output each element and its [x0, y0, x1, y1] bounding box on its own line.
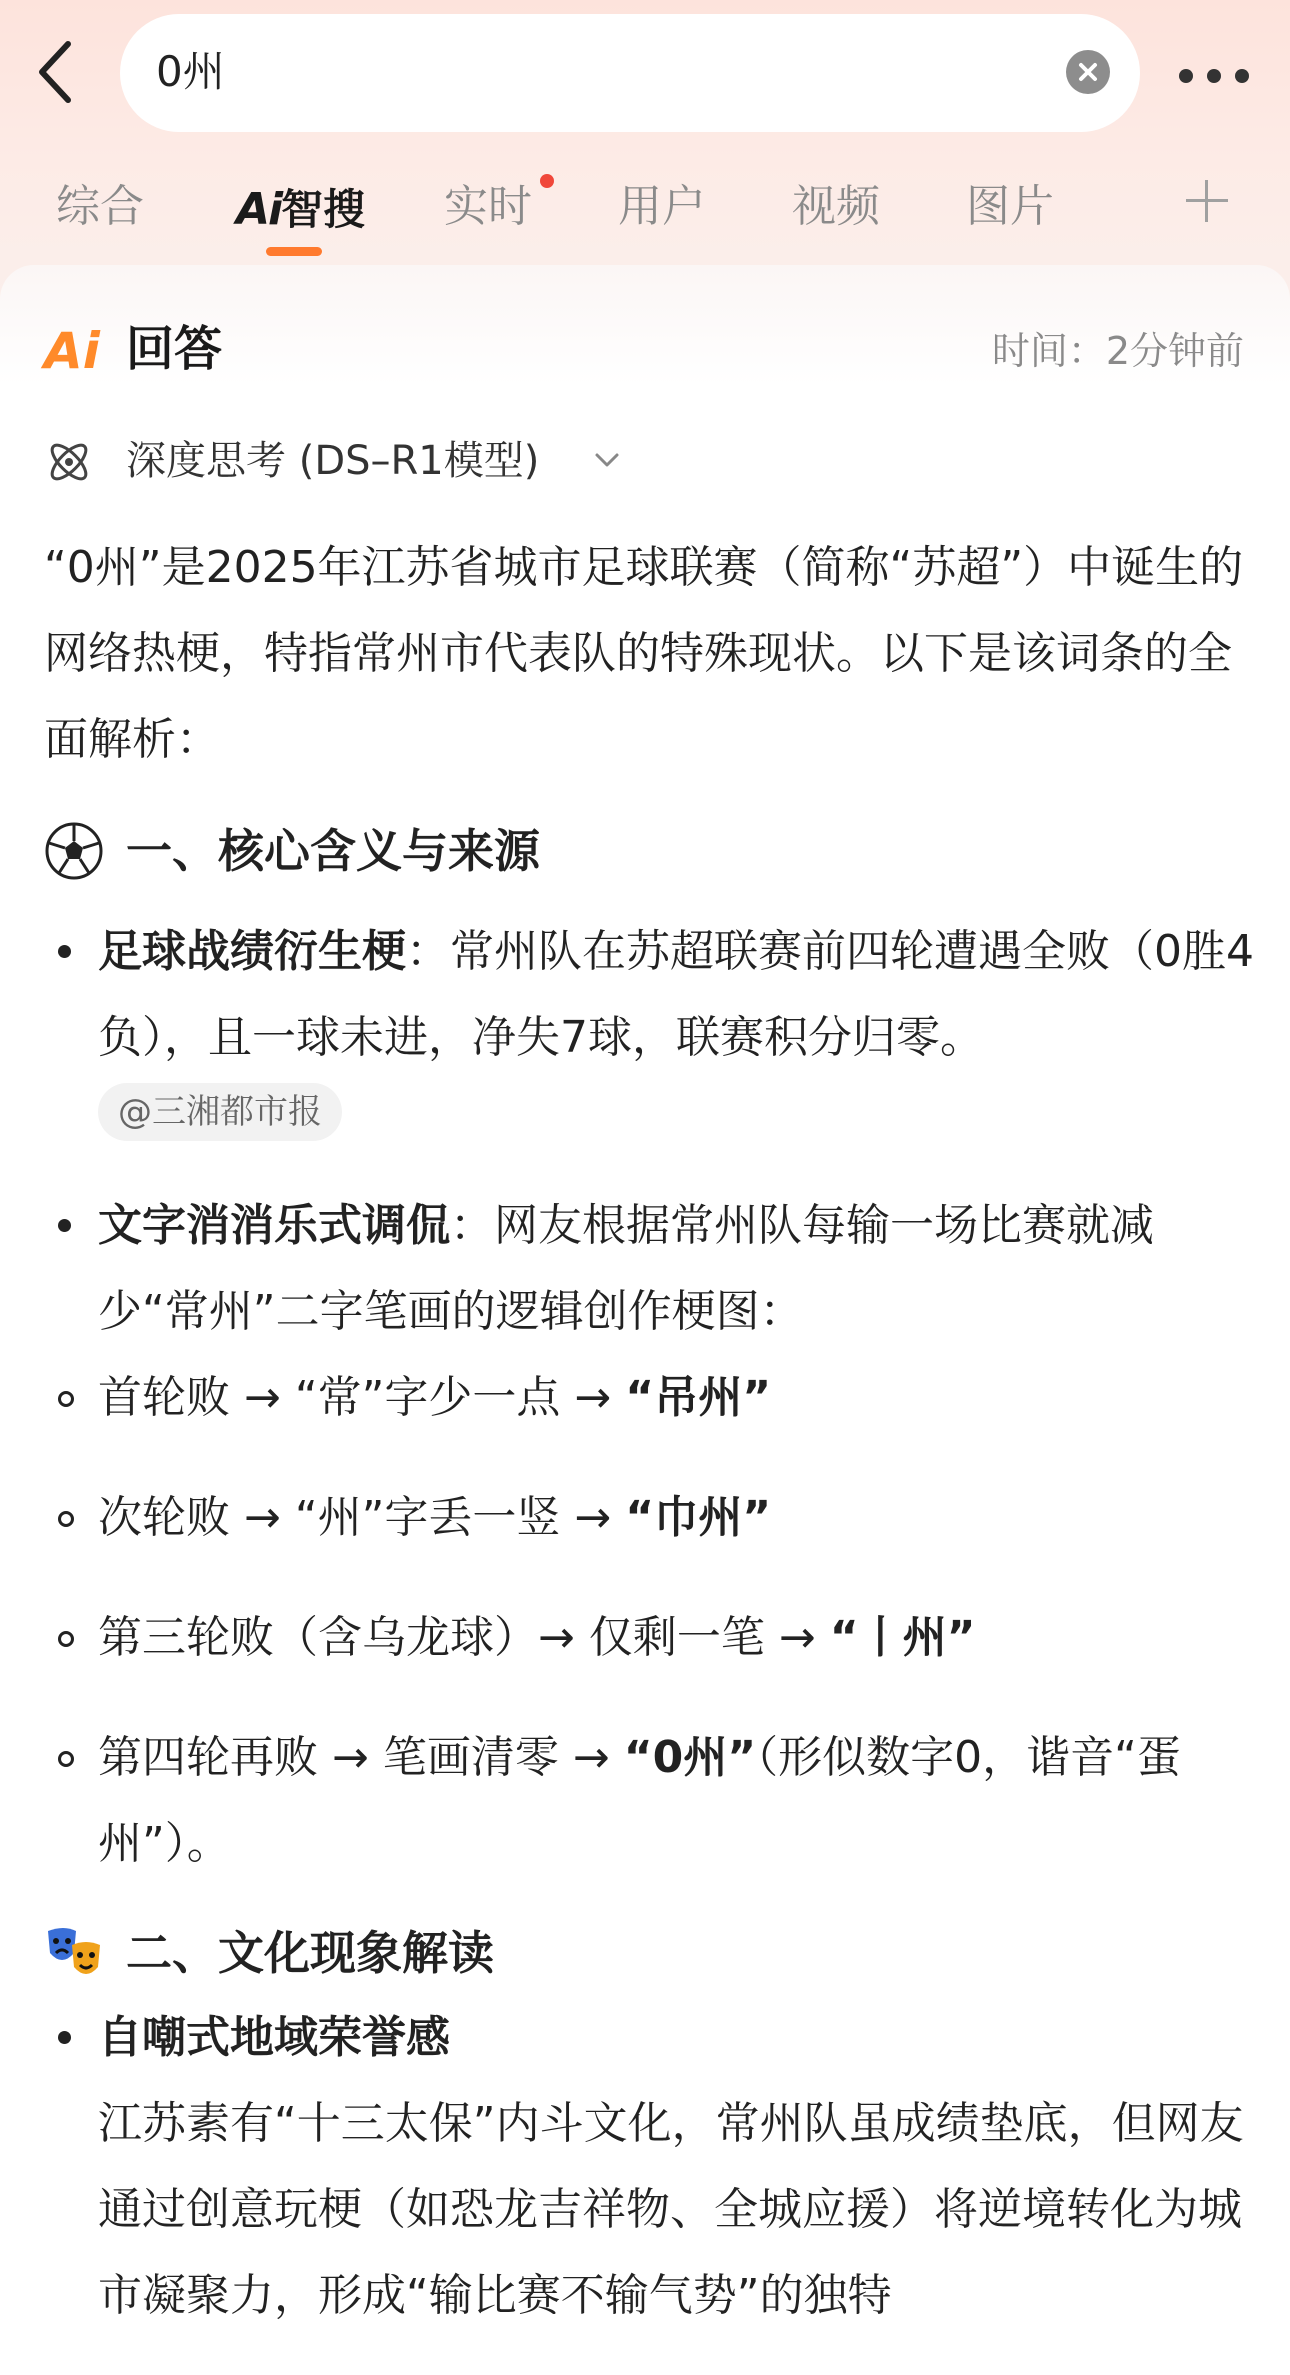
list-item — [44, 1995, 1254, 2339]
sub-item-text: 第四轮再败 → 笔画清零 → — [98, 1732, 624, 1783]
tab-ai-search[interactable] — [236, 177, 365, 237]
bullet-dot — [58, 2031, 71, 2044]
sub-item-tail: （形似数字0，谐音“蛋州”）。 — [98, 1732, 1181, 1869]
sub-item-bold: “0州” — [623, 1732, 757, 1783]
search-input[interactable] — [120, 14, 1140, 132]
tab-realtime[interactable]: 实时 — [444, 181, 532, 232]
answer-time: 时间：2分钟前 — [991, 329, 1244, 373]
plus-icon[interactable] — [1186, 180, 1228, 222]
section-heading-1 — [44, 819, 1254, 883]
section-heading-2-text: 二、文化现象解读 — [126, 1926, 494, 1980]
answer-title: 回答 — [126, 321, 223, 377]
bullet-dot — [58, 1219, 71, 1232]
source-chip[interactable]: @三湘都市报 — [98, 1083, 342, 1141]
bullet-ring — [58, 1511, 74, 1527]
sub-list-item — [44, 1475, 1254, 1561]
back-icon[interactable] — [28, 36, 88, 108]
answer-content — [44, 525, 1254, 2339]
bullet-bold: 文字消消乐式调侃 — [98, 1200, 450, 1251]
bullet-text: ：网友根据常州队每输一场比赛就减少“常州”二字笔画的逻辑创作梗图： — [98, 1200, 1154, 1337]
sub-item-bold: “吊州” — [625, 1372, 772, 1423]
soccer-ball-icon — [44, 821, 104, 881]
bullet-text: 江苏素有“十三太保”内斗文化，常州队虽成绩垫底，但网友通过创意玩梗（如恐龙吉祥物、全城应援）将逆境转化为城市凝聚力，形成“输比赛不输气势”的独特 — [98, 2098, 1244, 2321]
search-query[interactable]: 0州 — [156, 47, 225, 96]
atom-icon — [44, 437, 94, 487]
theater-masks-icon — [44, 1923, 104, 1983]
sub-item-text: 首轮败 → “常”字少一点 → — [98, 1372, 626, 1423]
tab-users[interactable]: 用户 — [618, 181, 706, 232]
tab-ai-search-label: 智搜 — [281, 185, 366, 234]
ai-mark: Ai — [236, 184, 282, 235]
intro-paragraph: “0州”是2025年江苏省城市足球联赛（简称“苏超”）中诞生的网络热梗，特指常州市代表队的特殊现状。以下是该词条的全面解析： — [44, 542, 1244, 765]
tab-images[interactable]: 图片 — [966, 181, 1054, 232]
section-heading-2 — [44, 1921, 1254, 1985]
more-icon[interactable] — [1175, 55, 1255, 95]
bullet-ring — [58, 1631, 74, 1647]
sub-list-item — [44, 1355, 1254, 1441]
bullet-ring — [58, 1391, 74, 1407]
realtime-notification-dot — [540, 174, 554, 188]
sub-list-item — [44, 1715, 1254, 1887]
answer-header — [44, 315, 1244, 385]
sub-item-text: 次轮败 → “州”字丢一竖 → — [98, 1492, 626, 1543]
tab-video[interactable]: 视频 — [792, 181, 880, 232]
tab-bar — [0, 165, 1290, 265]
sub-list-item — [44, 1595, 1254, 1681]
ai-logo-icon: Ai — [44, 322, 100, 380]
deep-think-toggle[interactable] — [44, 427, 944, 497]
list-item — [44, 1183, 1254, 1355]
sub-item-bold: “丨州” — [829, 1612, 976, 1663]
sub-item-text: 第三轮败（含乌龙球）→ 仅剩一笔 → — [98, 1612, 830, 1663]
bullet-dot — [58, 945, 71, 958]
answer-card — [0, 265, 1290, 2375]
bullet-text: ：常州队在苏超联赛前四轮遭遇全败（0胜4负），且一球未进，净失7球，联赛积分归零。 — [98, 926, 1254, 1063]
section-heading-1-text: 一、核心含义与来源 — [126, 824, 540, 878]
sub-item-bold: “巾州” — [625, 1492, 772, 1543]
bullet-ring — [58, 1751, 74, 1767]
clear-icon[interactable] — [1066, 50, 1110, 94]
top-bar — [0, 0, 1290, 150]
tab-comprehensive[interactable]: 综合 — [56, 181, 144, 232]
list-item — [44, 909, 1254, 1081]
active-tab-indicator — [266, 247, 322, 256]
bullet-bold: 足球战绩衍生梗 — [98, 926, 406, 977]
deep-think-label: 深度思考 (DS–R1模型) — [126, 438, 540, 484]
chevron-down-icon[interactable] — [592, 445, 622, 475]
bullet-bold: 自嘲式地域荣誉感 — [98, 2012, 450, 2063]
